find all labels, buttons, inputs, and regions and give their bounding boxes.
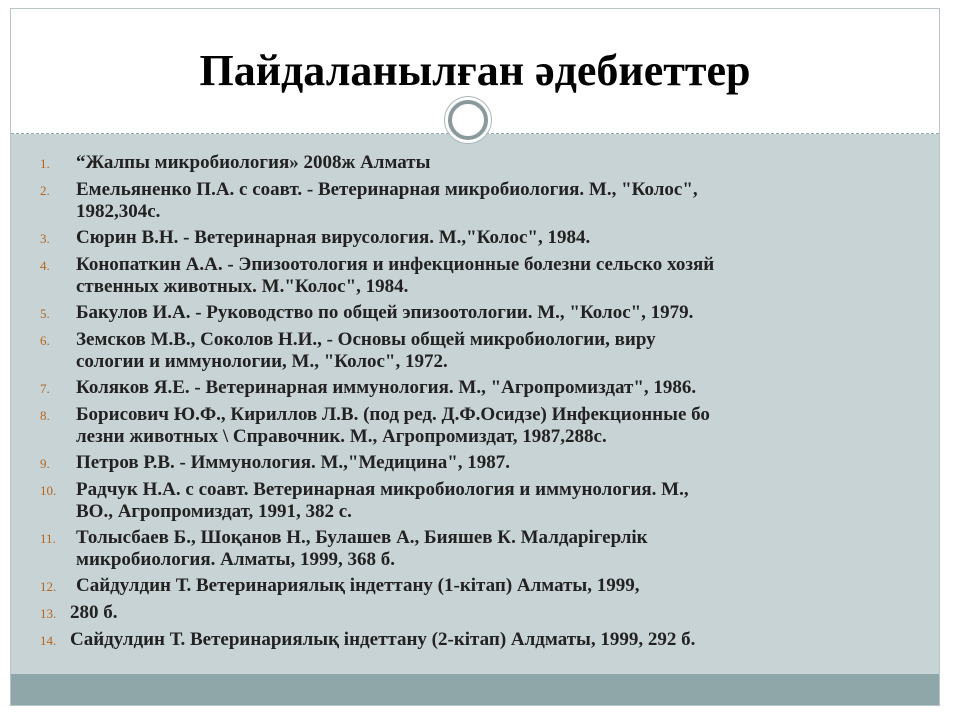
- list-item: [40, 329, 900, 373]
- reference-text: Коляков Я.Е. - Ветеринарная иммунология. М., "Агропромиздат", 1986.: [76, 377, 697, 398]
- reference-text: Земсков М.В., Соколов Н.И., - Основы общей микробиологии, виру сологии и иммунологии, М., "Колос", 1972.: [76, 329, 656, 372]
- reference-text: Борисович Ю.Ф., Кириллов Л.В. (под ред. Д.Ф.Осидзе) Инфекционные бо лезни животных \ Справочник. М., Агропромиздат, 1987,288с.: [76, 404, 710, 447]
- reference-text: Емельяненко П.А. с соавт. - Ветеринарная микробиология. М., "Колос", 1982,304с.: [76, 179, 698, 222]
- list-item: [40, 629, 900, 652]
- reference-text: 280 б.: [70, 602, 118, 623]
- list-number: 9.: [40, 456, 50, 471]
- reference-list: [40, 152, 900, 656]
- reference-text: Радчук Н.А. с соавт. Ветеринарная микробиология и иммунология. М., ВО., Агропромиздат, 1991, 382 с.: [76, 479, 689, 522]
- reference-text: Толысбаев Б., Шоқанов Н., Булашев А., Бияшев К. Малдарігерлік микробиология. Алматы, 1999, 368 б.: [76, 527, 648, 570]
- reference-text: Сайдулдин Т. Ветеринариялық індеттану (1-кітап) Алматы, 1999,: [76, 575, 640, 596]
- list-item: [40, 179, 900, 223]
- slide-title: Пайдаланылған әдебиеттер: [199, 46, 751, 95]
- list-number: 3.: [40, 231, 50, 246]
- list-item: [40, 602, 900, 625]
- list-number: 2.: [40, 183, 50, 198]
- circle-ornament-icon: [448, 100, 488, 140]
- list-item: [40, 302, 900, 325]
- reference-text: Сюрин В.Н. - Ветеринарная вирусология. М.,"Колос", 1984.: [76, 227, 591, 248]
- reference-text: “Жалпы микробиология» 2008ж Алматы: [76, 152, 431, 173]
- list-number: 8.: [40, 408, 50, 423]
- reference-text: Сайдулдин Т. Ветеринариялық індеттану (2-кітап) Алдматы, 1999, 292 б.: [70, 629, 696, 650]
- list-number: 6.: [40, 333, 50, 348]
- list-item: [40, 404, 900, 448]
- list-number: 10.: [40, 483, 57, 498]
- list-number: 7.: [40, 381, 50, 396]
- bottom-band: [11, 674, 939, 706]
- list-item: [40, 227, 900, 250]
- list-item: [40, 152, 900, 175]
- list-number: 1.: [40, 156, 50, 171]
- reference-text: Бакулов И.А. - Руководство по общей эпизоотологии. М., "Колос", 1979.: [76, 302, 694, 323]
- list-number: 4.: [40, 258, 50, 273]
- reference-text: Петров Р.В. - Иммунология. М.,"Медицина", 1987.: [76, 452, 511, 473]
- list-item: [40, 527, 900, 571]
- list-item: [40, 479, 900, 523]
- list-number: 13.: [40, 606, 57, 621]
- list-number: 5.: [40, 306, 50, 321]
- list-number: 14.: [40, 633, 57, 648]
- list-number: 11.: [40, 531, 56, 546]
- list-number: 12.: [40, 579, 57, 594]
- reference-text: Конопаткин А.А. - Эпизоотология и инфекционные болезни сельско хозяй ственных животных. М."Колос", 1984.: [76, 254, 715, 297]
- list-item: [40, 452, 900, 475]
- list-item: [40, 254, 900, 298]
- list-item: [40, 377, 900, 400]
- list-item: [40, 575, 900, 598]
